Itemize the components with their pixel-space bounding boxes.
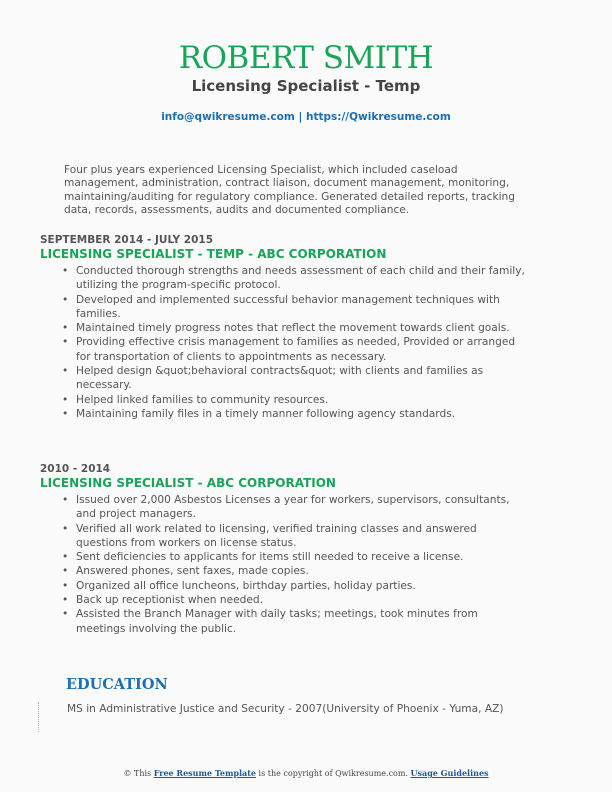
bullet: • Organized all office luncheons, birthday parties, holiday parties. — [76, 579, 530, 593]
experience-entry — [40, 463, 530, 636]
footer-middle: is the copyright of Qwikresume.com. — [256, 769, 411, 778]
education-divider — [38, 702, 39, 732]
bullet: • Helped design &quot;behavioral contracts&quot; with clients and families as necessary. — [76, 364, 530, 393]
contact-line — [0, 111, 612, 123]
bullet: • Conducted thorough strengths and needs assessment of each child and their family, utilizing the program-specific protocol. — [76, 264, 530, 293]
bullet: • Helped linked families to community resources. — [76, 393, 530, 407]
education-entry: MS in Administrative Justice and Security - 2007(University of Phoenix - Yuma, AZ) — [67, 703, 504, 715]
email-link[interactable]: info@qwikresume.com — [161, 111, 295, 123]
usage-guidelines-link[interactable]: Usage Guidelines — [410, 768, 489, 778]
summary: Four plus years experienced Licensing Specialist, which included caseload management, administration, contract liaison, document management, monitoring, maintaining/auditing for regulatory compliance. Generated detailed reports, tracking data, records, assessments, audits and documented compliance. — [64, 164, 515, 216]
bullet: • Maintaining family files in a timely manner following agency standards. — [76, 407, 530, 421]
bullet: • Developed and implemented successful behavior management techniques with families. — [76, 293, 530, 322]
footer — [0, 768, 612, 778]
separator: | — [294, 111, 306, 123]
bullet: • Providing effective crisis management to families as needed, Provided or arranged for transportation of clients to appointments as necessary. — [76, 335, 530, 364]
job-bullets — [40, 264, 530, 421]
job-date: SEPTEMBER 2014 - JULY 2015 — [40, 234, 213, 246]
free-resume-template-link[interactable]: Free Resume Template — [153, 768, 257, 778]
job-position: LICENSING SPECIALIST - ABC CORPORATION — [40, 476, 336, 490]
experience-entry — [40, 234, 530, 421]
job-title: Licensing Specialist - Temp — [191, 77, 421, 95]
website-link[interactable]: https://Qwikresume.com — [305, 111, 451, 123]
bullet: • Answered phones, sent faxes, made copies. — [76, 564, 530, 578]
job-position: LICENSING SPECIALIST - TEMP - ABC CORPORATION — [40, 247, 387, 261]
bullet: • Back up receptionist when needed. — [76, 593, 530, 607]
bullet: • Maintained timely progress notes that reflect the movement towards client goals. — [76, 321, 530, 335]
candidate-name: ROBERT SMITH — [178, 40, 434, 76]
bullet: • Sent deficiencies to applicants for items still needed to receive a license. — [76, 550, 530, 564]
bullet: • Issued over 2,000 Asbestos Licenses a year for workers, supervisors, consultants, and project managers. — [76, 493, 530, 522]
job-date: 2010 - 2014 — [40, 463, 111, 475]
job-bullets — [40, 493, 530, 636]
education-heading: EDUCATION — [66, 676, 168, 693]
bullet: • Verified all work related to licensing, verified training classes and answered questions from workers on license status. — [76, 522, 530, 551]
footer-prefix: © This — [123, 769, 154, 778]
bullet: • Assisted the Branch Manager with daily tasks; meetings, took minutes from meetings involving the public. — [76, 607, 530, 636]
